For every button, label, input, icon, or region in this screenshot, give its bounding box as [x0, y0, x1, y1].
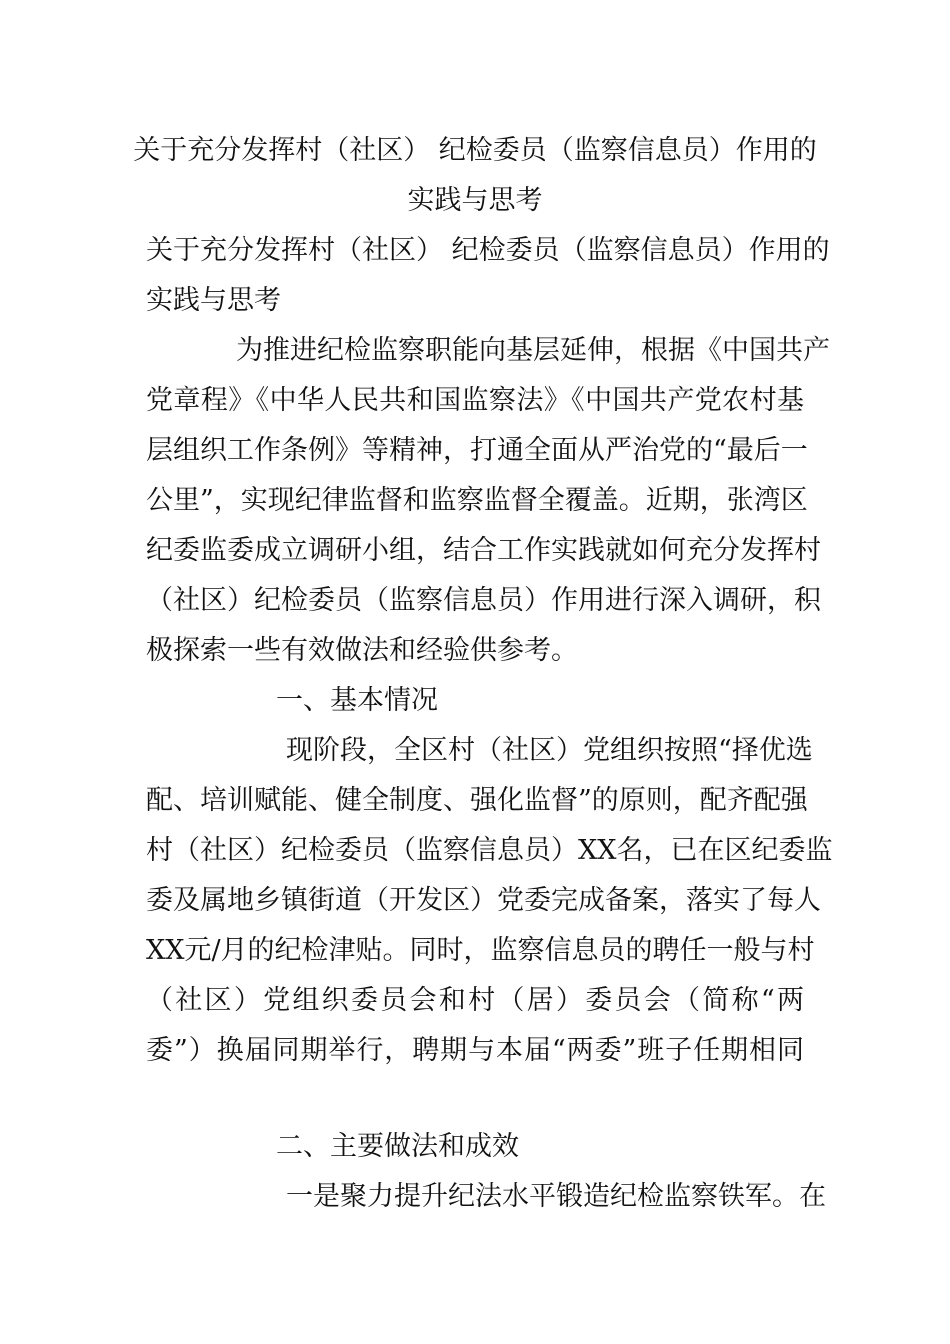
section-1-heading: 一、基本情况 [276, 685, 438, 716]
intro-line: （社区）纪检委员（监察信息员）作用进行深入调研，积 [146, 585, 821, 616]
section-1-line: 现阶段，全区村（社区）党组织按照“择优选 [286, 735, 813, 766]
intro-line: 极探索一些有效做法和经验供参考。 [146, 635, 578, 666]
section-1-line: 配、培训赋能、健全制度、强化监督”的原则，配齐配强 [146, 785, 808, 816]
intro-line: 党章程》《中华人民共和国监察法》《中国共产党农村基 [146, 385, 804, 416]
section-1-line: XX元/月的纪检津贴。同时，监察信息员的聘任一般与村 [146, 935, 815, 966]
subtitle-line-2: 实践与思考 [146, 285, 281, 316]
section-2-line: 一是聚力提升纪法水平锻造纪检监察铁军。在 [286, 1181, 826, 1212]
subtitle-line-1: 关于充分发挥村（社区） 纪检委员（监察信息员）作用的 [146, 235, 830, 266]
intro-line: 纪委监委成立调研小组，结合工作实践就如何充分发挥村 [146, 535, 821, 566]
section-1-line: 委”）换届同期举行，聘期与本届“两委”班子任期相同 [146, 1035, 804, 1066]
intro-line: 公里”，实现纪律监督和监察监督全覆盖。近期，张湾区 [146, 485, 808, 516]
section-1-line: 村（社区）纪检委员（监察信息员）XX名，已在区纪委监 [146, 835, 833, 866]
section-2-heading: 二、主要做法和成效 [276, 1131, 519, 1162]
section-1-line: （社区）党组织委员会和村（居）委员会（简称“两 [146, 985, 804, 1016]
document-title-line-1: 关于充分发挥村（社区） 纪检委员（监察信息员）作用的 [133, 135, 817, 166]
section-1-line: 委及属地乡镇街道（开发区）党委完成备案，落实了每人 [146, 885, 821, 916]
document-title-line-2: 实践与思考 [407, 185, 543, 216]
intro-line: 层组织工作条例》等精神，打通全面从严治党的“最后一 [146, 435, 808, 466]
intro-line: 为推进纪检监察职能向基层延伸，根据《中国共产 [236, 335, 830, 366]
